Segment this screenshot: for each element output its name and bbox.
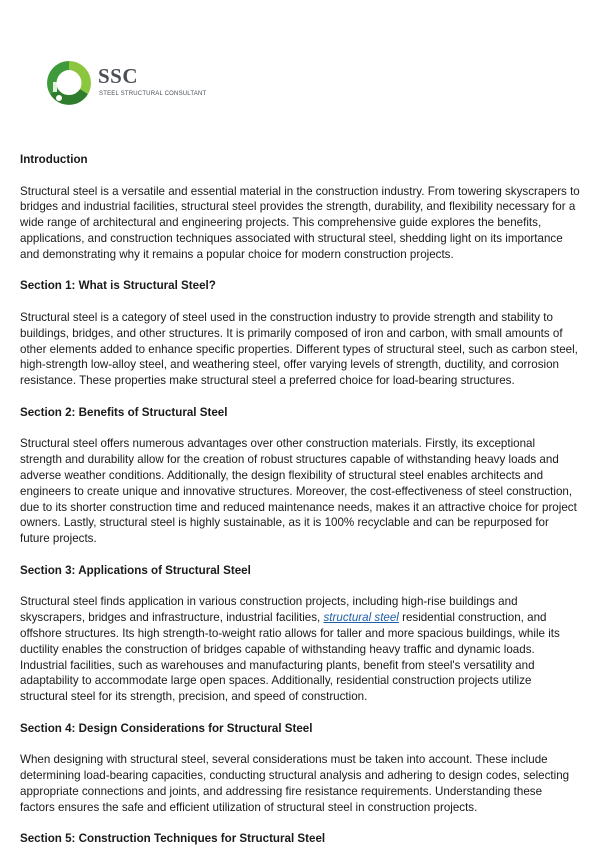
section2-paragraph: Structural steel offers numerous advantages over other construction materials. Firstly, its exceptional strength and durability allow for the creation of robust structures capable of withstanding heavy loads and adverse weather conditions. Additionally, the design flexibility of structural steel enables architects and engineers to create unique and innovative structures. Moreover, the cost-effectiveness of steel construction, due to its shorter construction time and reduced maintenance needs, makes it an attractive choice for project owners. Lastly, structural steel is highly sustainable, as it is 100% recyclable and can be repurposed for future projects.	[20, 437, 577, 546]
intro-heading: Introduction	[20, 153, 88, 166]
section5-heading: Section 5: Construction Techniques for Structural Steel	[20, 832, 326, 846]
section4-paragraph: When designing with structural steel, several considerations must be taken into account. These include determining load-bearing capacities, conducting structural analysis and adhering to design codes, selecting appropriate connections and joints, and addressing fire resistance requirements. Understanding these factors ensures the safe and efficient utilization of structural steel in construction projects.	[20, 753, 570, 814]
section3-text-before: Structural steel finds application in various construction projects, including high-rise buildings and skyscrapers, bridges and infrastructure, industrial facilities,	[20, 595, 518, 625]
section2-heading: Section 2: Benefits of Structural Steel	[20, 405, 228, 419]
section3-paragraph	[20, 594, 580, 705]
ssc-emblem-icon	[44, 58, 94, 108]
section3-text-after: residential construction, and offshore structures. Its high strength-to-weight ratio allows for taller and more spacious buildings, while its ductility enables the construction of bridges capable of withstanding heavy traffic and dynamic loads. Industrial facilities, such as warehouses and manufacturing plants, benefit from steel's versatility and adaptability to accommodate large open spaces. Additionally, residential construction projects utilize structural steel for its strength, precision, and speed of construction.	[20, 611, 560, 704]
logo-subtitle: STEEL STRUCTURAL CONSULTANT	[99, 91, 207, 97]
logo-title: SSC	[98, 64, 139, 88]
intro-paragraph: Structural steel is a versatile and essential material in the construction industry. From towering skyscrapers to bridges and industrial facilities, structural steel provides the strength, durability, and flexibility necessary for a wide range of architectural and engineering projects. This comprehensive guide explores the benefits, applications, and construction techniques associated with structural steel, shedding light on its importance and demonstrating why it remains a popular choice for modern construction projects.	[20, 184, 580, 261]
section3-heading: Section 3: Applications of Structural Steel	[20, 563, 251, 577]
article-body	[20, 152, 580, 863]
ssc-logo	[44, 58, 234, 108]
section1-paragraph: Structural steel is a category of steel used in the construction industry to provide strength and stability to buildings, bridges, and other structures. It is primarily composed of iron and carbon, with small amounts of other elements added to enhance specific properties. Different types of structural steel, such as carbon steel, high-strength low-alloy steel, and weathering steel, offer varying levels of strength, ductility, and corrosion resistance. These properties make structural steel a preferred choice for load-bearing structures.	[20, 310, 578, 388]
section4-heading: Section 4: Design Considerations for Structural Steel	[20, 721, 313, 735]
structural-steel-link[interactable]: structural steel	[323, 611, 399, 625]
section1-heading: Section 1: What is Structural Steel?	[20, 279, 216, 293]
